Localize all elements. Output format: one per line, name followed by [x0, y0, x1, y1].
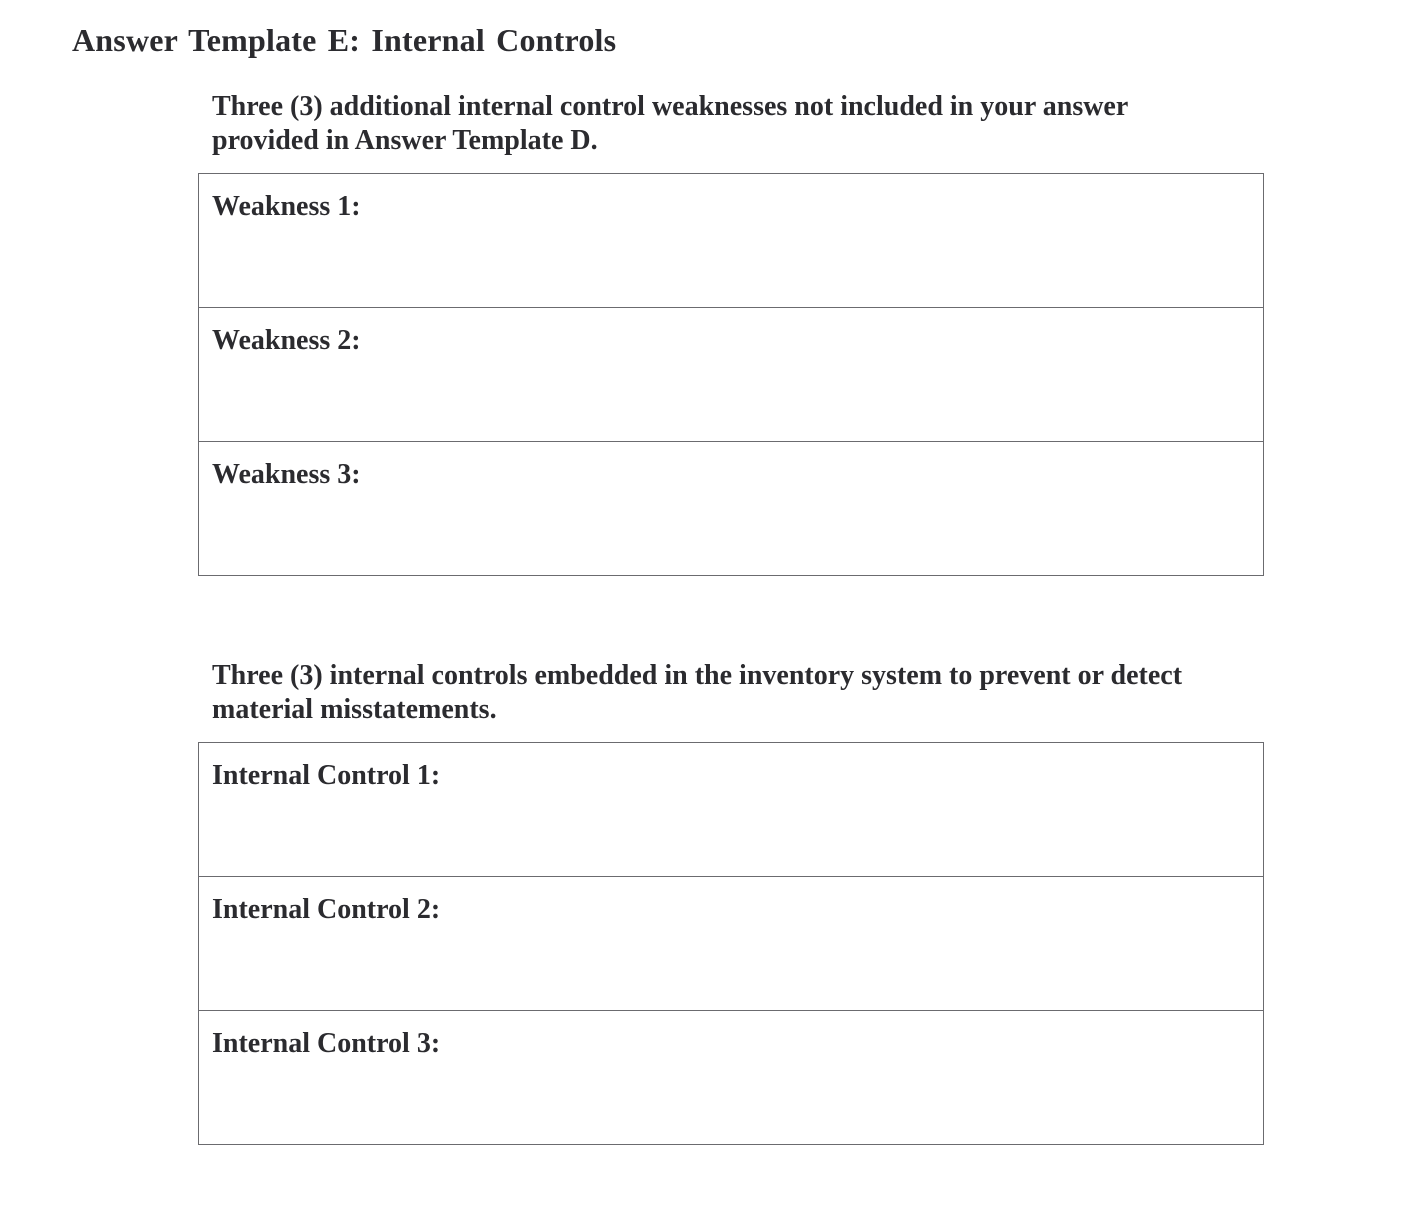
weaknesses-intro: Three (3) additional internal control weaknesses not included in your answer provided in Answer Template D.	[212, 91, 1128, 156]
table-row	[199, 743, 1264, 877]
weakness-2-answer-cell[interactable]	[199, 308, 1264, 442]
table-row	[199, 308, 1264, 442]
weakness-3-label: Weakness 3:	[212, 459, 361, 490]
controls-intro: Three (3) internal controls embedded in the inventory system to prevent or detect material misstatements.	[212, 660, 1183, 725]
internal-control-1-answer-cell[interactable]	[199, 743, 1264, 877]
weaknesses-table	[198, 173, 1264, 576]
weakness-1-answer-cell[interactable]	[199, 174, 1264, 308]
internal-controls-table	[198, 742, 1264, 1145]
internal-control-3-label: Internal Control 3:	[212, 1028, 441, 1059]
table-row	[199, 877, 1264, 1011]
page-title: Answer Template E: Internal Controls	[72, 22, 617, 58]
table-row	[199, 174, 1264, 308]
internal-control-1-label: Internal Control 1:	[212, 760, 441, 791]
table-row	[199, 1011, 1264, 1145]
internal-control-2-label: Internal Control 2:	[212, 894, 441, 925]
table-row	[199, 442, 1264, 576]
internal-control-3-answer-cell[interactable]	[199, 1011, 1264, 1145]
internal-control-2-answer-cell[interactable]	[199, 877, 1264, 1011]
weakness-2-label: Weakness 2:	[212, 325, 361, 356]
weakness-1-label: Weakness 1:	[212, 191, 361, 222]
weakness-3-answer-cell[interactable]	[199, 442, 1264, 576]
